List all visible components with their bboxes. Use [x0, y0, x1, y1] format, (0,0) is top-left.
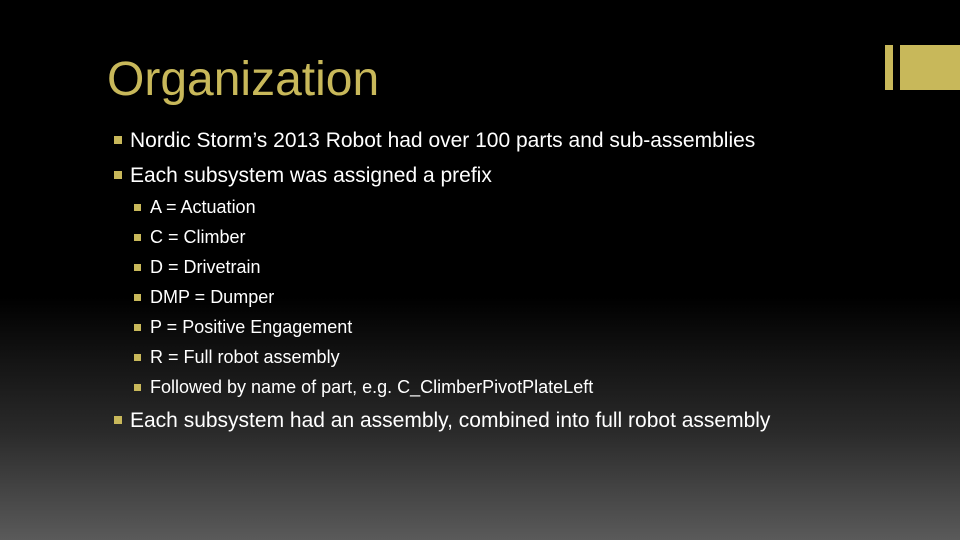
sub-bullet-item	[108, 376, 788, 398]
sub-bullet-text: P = Positive Engagement	[150, 317, 353, 337]
slide-content	[108, 128, 788, 433]
sub-bullet-text: Followed by name of part, e.g. C_ClimberPivotPlateLeft	[150, 377, 594, 397]
title-accent-bar-block	[900, 45, 960, 90]
square-bullet-icon	[134, 324, 141, 331]
square-bullet-icon	[134, 234, 141, 241]
sub-bullet-item	[108, 286, 788, 308]
square-bullet-icon	[134, 204, 141, 211]
sub-bullet-item	[108, 196, 788, 218]
square-bullet-icon	[114, 136, 122, 144]
bullet-text: Nordic Storm’s 2013 Robot had over 100 parts and sub-assemblies	[130, 129, 756, 152]
sub-bullet-item	[108, 316, 788, 338]
sub-bullet-item	[108, 256, 788, 278]
square-bullet-icon	[134, 384, 141, 391]
title-accent-bar-thin	[885, 45, 893, 90]
bullet-text: Each subsystem was assigned a prefix	[130, 164, 492, 187]
square-bullet-icon	[114, 171, 122, 179]
sub-bullet-item	[108, 346, 788, 368]
bullet-text: Each subsystem had an assembly, combined into full robot assembly	[130, 409, 771, 432]
square-bullet-icon	[134, 354, 141, 361]
sub-bullet-text: D = Drivetrain	[150, 257, 261, 277]
slide-title: Organization	[107, 53, 380, 106]
bullet-item	[108, 128, 788, 153]
sub-bullet-item	[108, 226, 788, 248]
sub-bullet-text: DMP = Dumper	[150, 287, 275, 307]
square-bullet-icon	[114, 416, 122, 424]
square-bullet-icon	[134, 294, 141, 301]
sub-bullet-text: A = Actuation	[150, 197, 256, 217]
sub-bullet-text: R = Full robot assembly	[150, 347, 340, 367]
bullet-item	[108, 163, 788, 188]
sub-bullet-text: C = Climber	[150, 227, 246, 247]
square-bullet-icon	[134, 264, 141, 271]
bullet-item	[108, 408, 788, 433]
